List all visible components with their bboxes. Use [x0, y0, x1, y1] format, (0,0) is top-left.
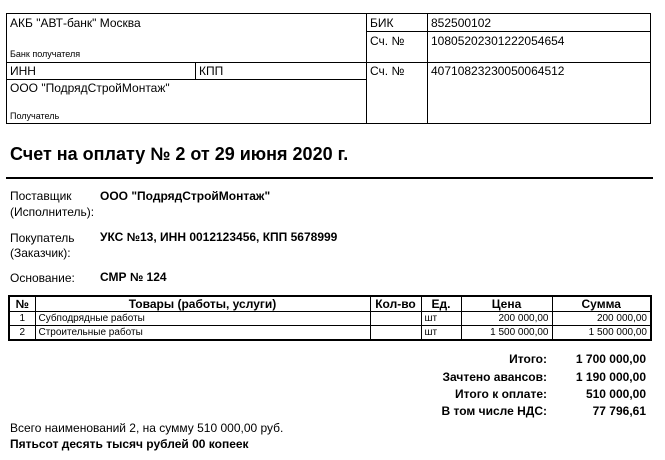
row-unit: шт	[421, 326, 461, 341]
row-name: Строительные работы	[35, 326, 370, 341]
corr-account-label: Сч. №	[370, 34, 405, 48]
supplier-label-2: (Исполнитель):	[10, 205, 95, 219]
bank-line-inn	[6, 79, 366, 80]
amount-in-words: Пятьсот десять тысяч рублей 00 копеек	[10, 437, 249, 451]
bank-line-col	[366, 13, 367, 124]
bank-border-left	[6, 13, 7, 124]
items-table	[8, 295, 652, 341]
total-label: Итого:	[509, 352, 547, 366]
vat-value: 77 796,61	[592, 404, 646, 418]
bik-value: 852500102	[431, 16, 492, 30]
col-header-sum: Сумма	[552, 296, 651, 312]
corr-account-value: 10805202301222054654	[431, 34, 565, 48]
row-number: 1	[9, 312, 35, 326]
title-underline	[6, 177, 653, 179]
items-count-line: Всего наименований 2, на сумму 510 000,00 руб.	[10, 421, 284, 435]
buyer-label-1: Покупатель	[10, 231, 75, 245]
recipient-account-label: Сч. №	[370, 64, 405, 78]
bank-line-col2	[427, 13, 428, 124]
table-row	[9, 326, 651, 341]
recipient-name: ООО "ПодрядСтройМонтаж"	[10, 81, 170, 95]
buyer-value: УКС №13, ИНН 0012123456, КПП 5678999	[100, 230, 338, 244]
payable-value: 510 000,00	[585, 387, 646, 401]
bik-label: БИК	[370, 16, 394, 30]
col-header-number: №	[9, 296, 35, 312]
col-header-qty: Кол-во	[370, 296, 421, 312]
col-header-goods: Товары (работы, услуги)	[35, 296, 370, 312]
supplier-label-1: Поставщик	[10, 189, 72, 203]
row-sum: 200 000,00	[552, 312, 651, 326]
payable-label: Итого к оплате:	[455, 387, 547, 401]
table-row	[9, 312, 651, 326]
inn-label: ИНН	[10, 64, 36, 78]
invoice-title: Счет на оплату № 2 от 29 июня 2020 г.	[10, 144, 349, 164]
bank-border-right	[650, 13, 651, 124]
table-header-row	[9, 296, 651, 312]
col-header-price: Цена	[461, 296, 552, 312]
row-number: 2	[9, 326, 35, 341]
row-price: 1 500 000,00	[461, 326, 552, 341]
recipient-label: Получатель	[10, 111, 60, 121]
bank-name: АКБ "АВТ-банк" Москва	[10, 16, 141, 30]
col-header-unit: Ед.	[421, 296, 461, 312]
bank-line-bik	[366, 31, 651, 32]
kpp-label: КПП	[199, 64, 224, 78]
row-qty	[370, 312, 421, 326]
advance-value: 1 190 000,00	[575, 370, 646, 384]
total-value: 1 700 000,00	[575, 352, 646, 366]
bank-border-top	[6, 13, 651, 14]
bank-line-kpp	[195, 62, 196, 80]
row-qty	[370, 326, 421, 341]
supplier-value: ООО "ПодрядСтройМонтаж"	[100, 189, 271, 203]
recipient-bank-label: Банк получателя	[10, 49, 81, 59]
basis-value: СМР № 124	[100, 270, 167, 284]
bank-line-mid	[6, 62, 651, 63]
vat-label: В том числе НДС:	[441, 404, 547, 418]
buyer-label-2: (Заказчик):	[10, 246, 71, 260]
recipient-account-value: 40710823230050064512	[431, 64, 565, 78]
row-price: 200 000,00	[461, 312, 552, 326]
row-unit: шт	[421, 312, 461, 326]
basis-label: Основание:	[10, 271, 75, 285]
bank-border-bottom	[6, 123, 651, 124]
row-sum: 1 500 000,00	[552, 326, 651, 341]
advance-label: Зачтено авансов:	[442, 370, 547, 384]
row-name: Субподрядные работы	[35, 312, 370, 326]
